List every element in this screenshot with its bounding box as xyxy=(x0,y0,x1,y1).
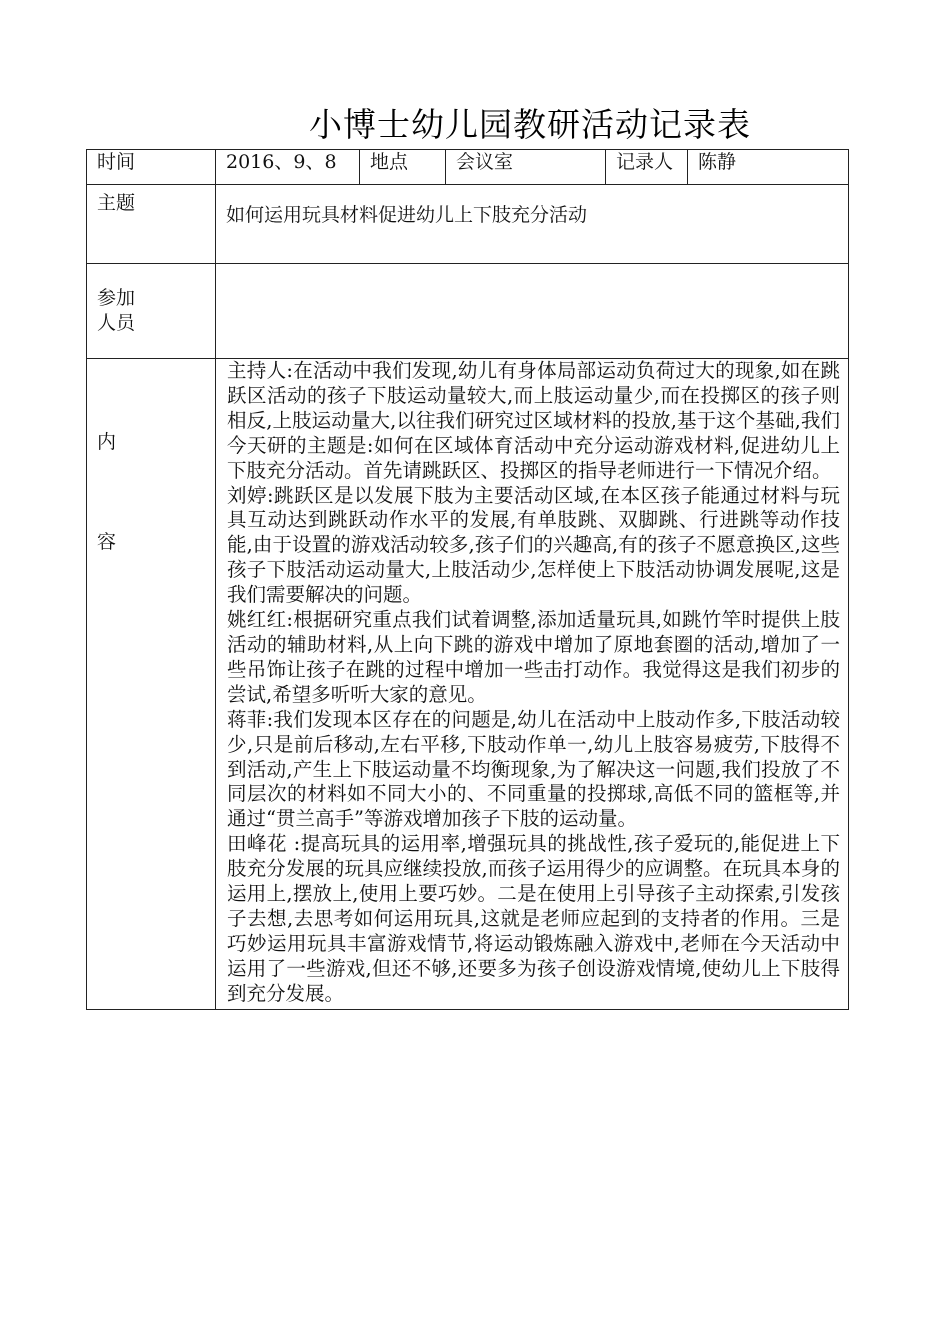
document-title: 小博士幼儿园教研活动记录表 xyxy=(309,105,751,144)
topic-value: 如何运用玩具材料促进幼儿上下肢充分活动 xyxy=(216,185,849,264)
content-paragraph-liu-ting: 刘婷:跳跃区是以发展下肢为主要活动区域,在本区孩子能通过材料与玩具互动达到跳跃动作水平的发展,有单肢跳、双脚跳、行进跳等动作技能,由于设置的游戏活动较多,孩子们的兴趣高,有的孩子不愿意换区,这些孩子下肢活动运动量大,上肢活动少,怎样使上下肢活动协调发展呢,这是我们需要解决的问题。 xyxy=(227,483,840,607)
place-label: 地点 xyxy=(360,150,446,185)
time-label: 时间 xyxy=(87,150,216,185)
content-body xyxy=(216,359,849,1010)
content-label-char1: 内 xyxy=(97,431,117,453)
recorder-value: 陈静 xyxy=(688,150,849,185)
place-value: 会议室 xyxy=(446,150,606,185)
content-paragraph-jiang-fei: 蒋菲:我们发现本区存在的问题是,幼儿在活动中上肢动作多,下肢活动较少,只是前后移动,左右平移,下肢动作单一,幼儿上肢容易疲劳,下肢得不到活动,产生上下肢运动量不均衡现象,为了解决这一问题,我们投放了不同层次的材料如不同大小的、不同重量的投掷球,高低不同的篮框等,并通过“贯兰高手”等游戏增加孩子下肢的运动量。 xyxy=(227,707,840,831)
members-label-line1: 参加 xyxy=(97,287,136,309)
members-row xyxy=(87,264,849,359)
content-row xyxy=(87,359,849,1010)
content-paragraph-host: 主持人:在活动中我们发现,幼儿有身体局部运动负荷过大的现象,如在跳跃区活动的孩子下肢运动量较大,而上肢运动量少,而在投掷区的孩子则相反,上肢运动量大,以往我们研究过区域材料的投放,基于这个基础,我们今天研的主题是:如何在区域体育活动中充分运动游戏材料,促进幼儿上下肢充分活动。首先请跳跃区、投掷区的指导老师进行一下情况介绍。 xyxy=(227,359,840,482)
members-value xyxy=(216,264,849,359)
topic-row xyxy=(87,185,849,264)
record-table xyxy=(86,149,849,1010)
time-value: 2016、9、8 xyxy=(216,150,360,185)
meta-row xyxy=(87,150,849,185)
content-paragraph-tian-fenghua: 田峰花 :提高玩具的运用率,增强玩具的挑战性,孩子爱玩的,能促进上下肢充分发展的玩具应继续投放,而孩子运用得少的应调整。在玩具本身的运用上,摆放上,使用上要巧妙。二是在使用上引导孩子主动探索,引发孩子去想,去思考如何运用玩具,这就是老师应起到的支持者的作用。三是巧妙运用玩具丰富游戏情节,将运动锻炼融入游戏中,老师在今天活动中运用了一些游戏,但还不够,还要多为孩子创设游戏情境,使幼儿上下肢得到充分发展。 xyxy=(227,832,840,1005)
recorder-label: 记录人 xyxy=(606,150,688,185)
content-label xyxy=(87,359,216,1010)
members-label xyxy=(87,264,216,359)
content-paragraph-yao-honghong: 姚红红:根据研究重点我们试着调整,添加适量玩具,如跳竹竿时提供上肢活动的辅助材料,从上向下跳的游戏中增加了原地套圈的活动,增加了一些吊饰让孩子在跳的过程中增加一些击打动作。我觉得这是我们初步的尝试,希望多听听大家的意见。 xyxy=(227,608,840,706)
topic-label: 主题 xyxy=(87,185,216,264)
content-label-char2: 容 xyxy=(97,531,117,553)
members-label-line2: 人员 xyxy=(97,312,136,334)
